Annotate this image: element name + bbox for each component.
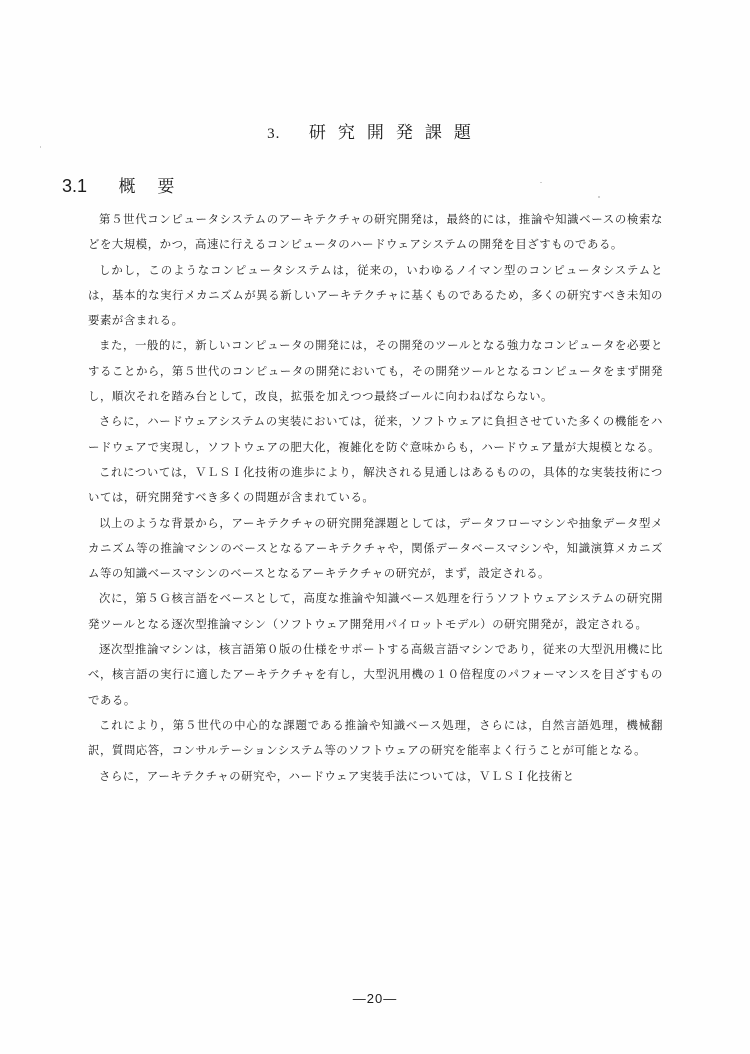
section-number: 3.1 bbox=[62, 176, 88, 196]
body-text bbox=[88, 207, 663, 789]
scan-speck bbox=[40, 146, 41, 148]
chapter-heading bbox=[0, 118, 750, 143]
paragraph: 次に，第５Ｇ核言語をベースとして，高度な推論や知識ベース処理を行うソフトウェアシステムの研究開発ツールとなる逐次型推論マシン（ソフトウェア開発用パイロットモデル）の研究開発が，設定される。 bbox=[88, 591, 663, 631]
paragraph: 以上のような背景から，アーキテクチャの研究開発課題としては，データフローマシンや抽象データ型メカニズム等の推論マシンのベースとなるアーキテクチャや，関係データベースマシンや，知識演算メカニズム等の知識ベースマシンのベースとなるアーキテクチャの研究が，まず，設定される。 bbox=[88, 515, 663, 581]
paragraph: 第５世代コンピュータシステムのアーキテクチャの研究開発は，最終的には，推論や知識ベースの検索などを大規模，かつ，高速に行えるコンピュータのハードウェアシステムの開発を目ざすものである。 bbox=[88, 212, 663, 252]
page-number: ―20― bbox=[352, 991, 398, 1006]
paragraph: これにより，第５世代の中心的な課題である推論や知識ベース処理，さらには，自然言語処理，機械翻訳，質問応答，コンサルテーションシステム等のソフトウェアの研究を能率よく行うことが可能となる。 bbox=[88, 717, 663, 758]
scan-speck bbox=[540, 182, 542, 183]
chapter-title: 研究開発課題 bbox=[308, 123, 483, 143]
section-title: 概要 bbox=[118, 177, 197, 197]
paragraph: さらに，ハードウェアシステムの実装においては，従来，ソフトウェアに負担させていた多くの機能をハードウェアで実現し，ソフトウェアの肥大化，複雑化を防ぐ意味からも，ハードウェア量が大規模となる。 bbox=[88, 414, 663, 454]
chapter-number: 3. bbox=[267, 126, 281, 142]
paragraph: また，一般的に，新しいコンピュータの開発には，その開発のツールとなる強力なコンピュータを必要とすることから，第５世代のコンピュータの開発においても，その開発ツールとなるコンピュータをまず開発し，順次それを踏み台として，改良，拡張を加えつつ最終ゴールに向わねばならない。 bbox=[88, 338, 663, 404]
paragraph: これについては，ＶＬＳＩ化技術の進歩により，解決される見通しはあるものの，具体的な実装技術については，研究開発すべき多くの問題が含まれている。 bbox=[88, 464, 663, 505]
paragraph: 逐次型推論マシンは，核言語第０版の仕様をサポートする高級言語マシンであり，従来の大型汎用機に比べ，核言語の実行に適したアーキテクチャを有し，大型汎用機の１０倍程度のパフォーマンスを目ざすものである。 bbox=[88, 642, 663, 707]
scan-speck bbox=[598, 196, 600, 198]
paragraph: さらに，アーキテクチャの研究や，ハードウェア実装手法については，ＶＬＳＩ化技術と bbox=[99, 768, 575, 783]
section-heading bbox=[62, 172, 196, 197]
paragraph: しかし，このようなコンピュータシステムは，従来の，いわゆるノイマン型のコンピュータシステムとは，基本的な実行メカニズムが異る新しいアーキテクチャに基くものであるため，多くの研究すべき未知の要素が含まれる。 bbox=[88, 262, 663, 328]
